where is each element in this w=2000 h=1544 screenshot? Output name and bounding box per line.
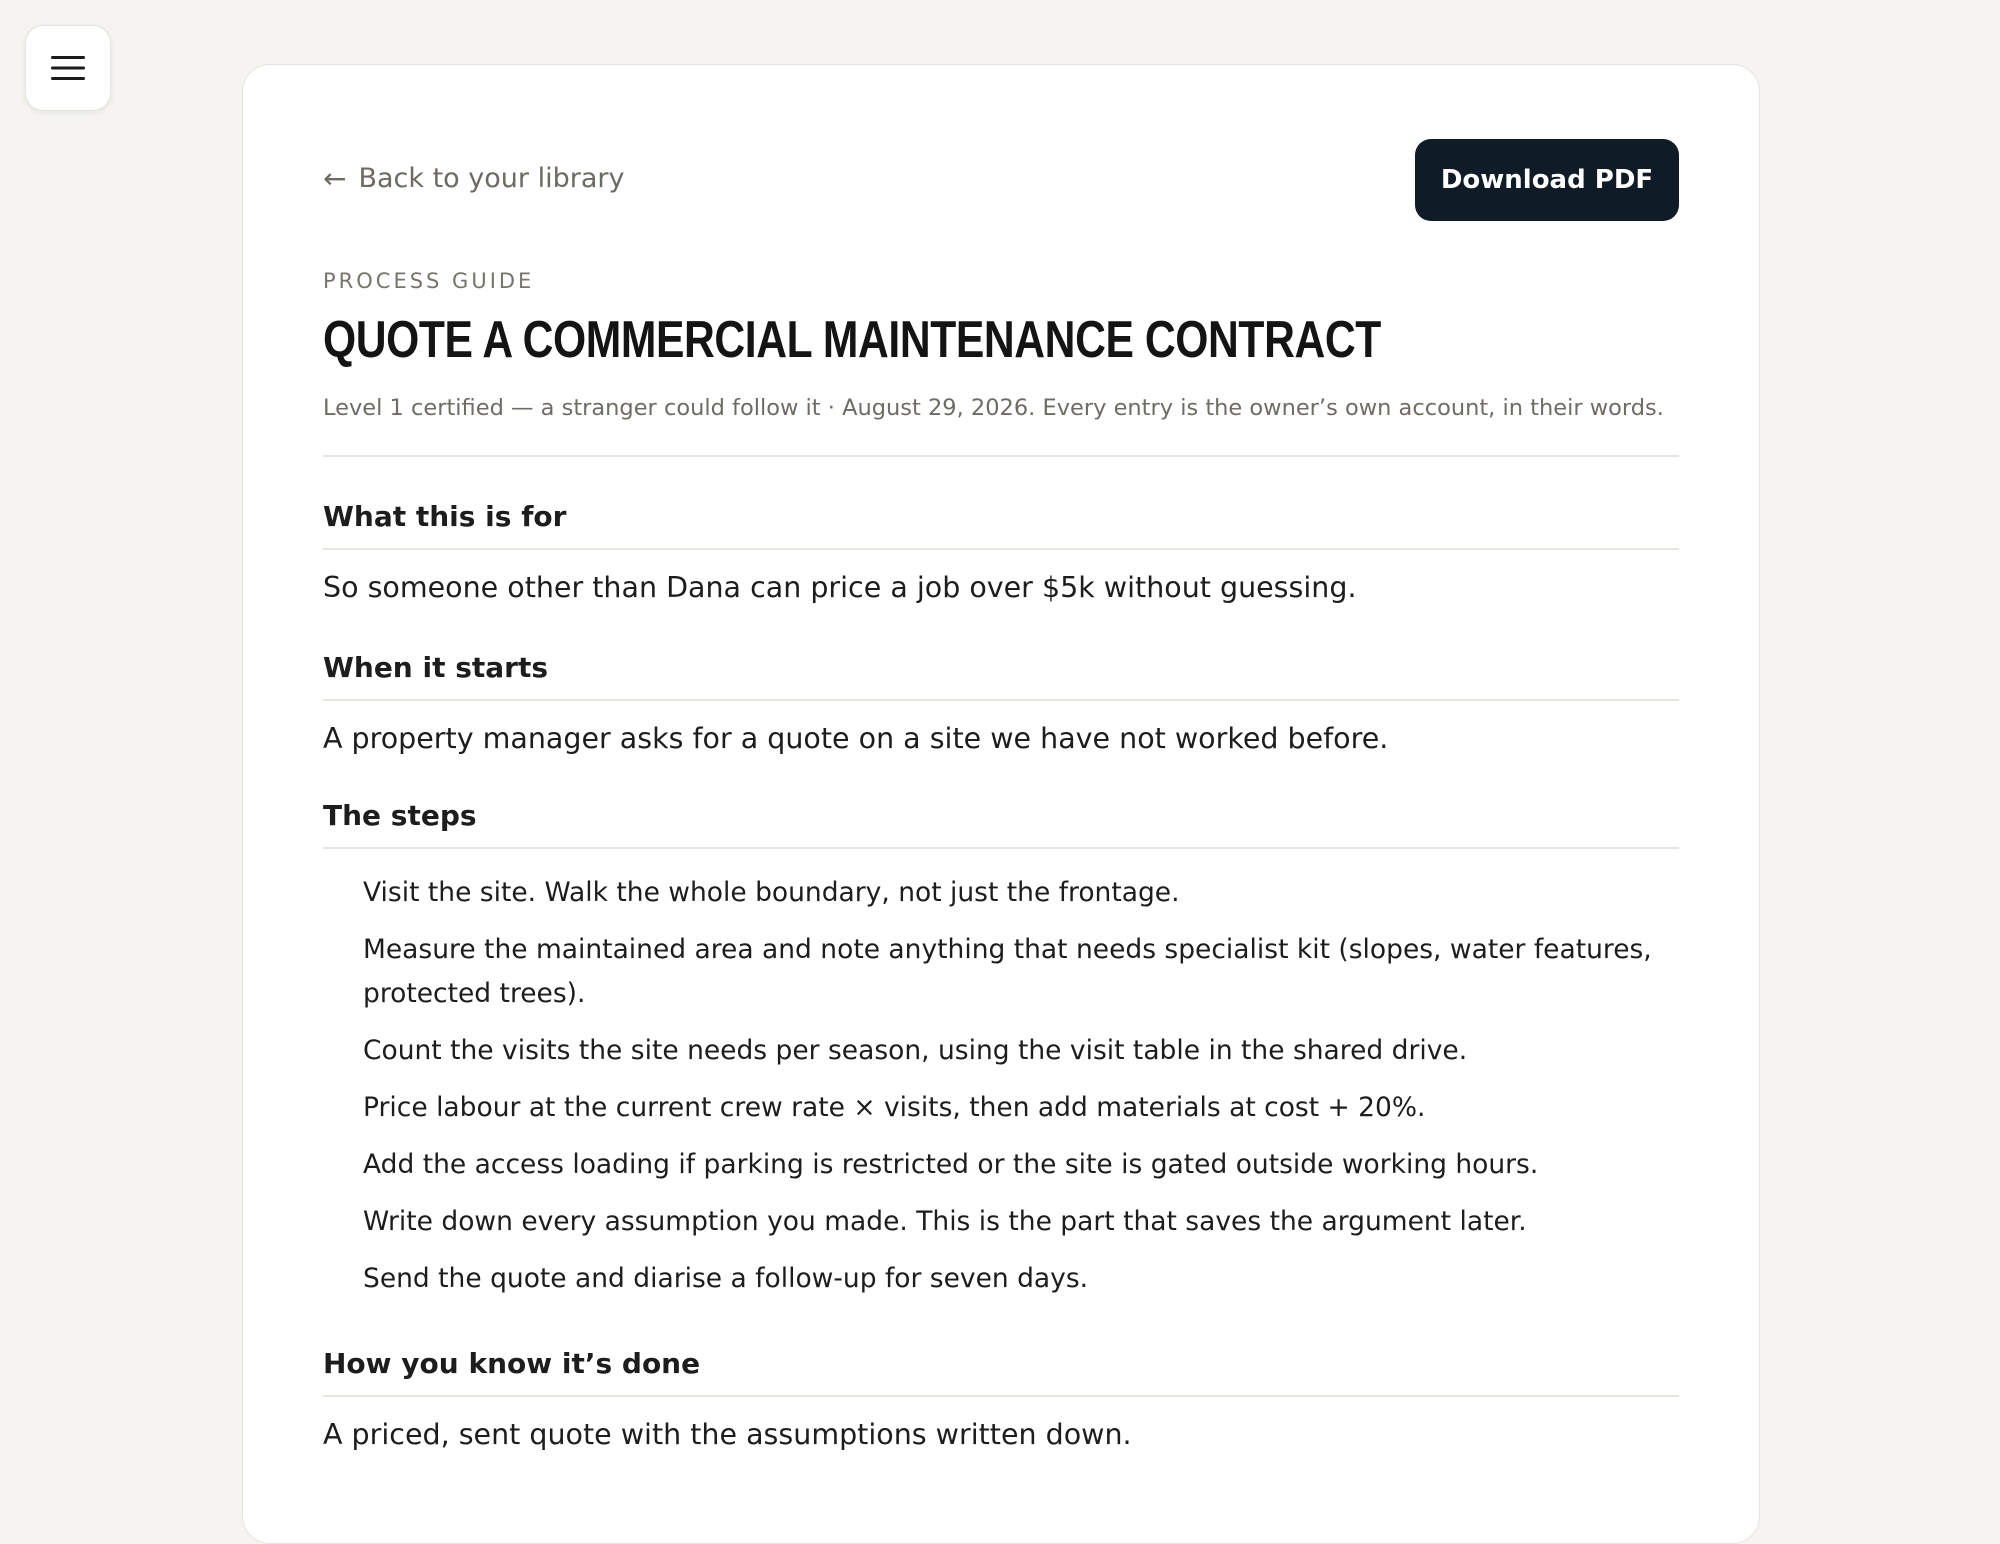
back-to-library-link[interactable]: [323, 162, 624, 195]
step-item: Measure the maintained area and note anything that needs specialist kit (slopes, water features, protected trees).: [363, 934, 1652, 1009]
section-text: A property manager asks for a quote on a site we have not worked before.: [323, 722, 1389, 755]
back-link-label: Back to your library: [358, 162, 625, 194]
section-steps: [323, 759, 1679, 1301]
guide-subtitle: Level 1 certified — a stranger could follow it · August 29, 2026. Every entry is the owner’s own account, in their words.: [323, 395, 1679, 457]
download-pdf-button[interactable]: Download PDF: [1415, 139, 1679, 221]
arrow-left-icon: ←: [323, 161, 347, 195]
step-item: Visit the site. Walk the whole boundary, not just the frontage.: [363, 877, 1180, 908]
section-heading: The steps: [323, 759, 1679, 849]
section-trigger: [323, 608, 1679, 759]
step-item: Send the quote and diarise a follow-up for seven days.: [363, 1263, 1089, 1294]
section-heading: When it starts: [323, 608, 1679, 701]
section-heading: How you know it’s done: [323, 1301, 1679, 1397]
hamburger-menu-icon: [51, 54, 85, 82]
section-done: [323, 1301, 1679, 1455]
guide-eyebrow: PROCESS GUIDE: [323, 269, 535, 293]
menu-button[interactable]: [25, 25, 111, 111]
step-item: Price labour at the current crew rate × visits, then add materials at cost + 20%.: [363, 1092, 1426, 1123]
step-item: Add the access loading if parking is restricted or the site is gated outside working hours.: [363, 1149, 1539, 1180]
section-purpose: [323, 457, 1679, 608]
guide-card: [242, 64, 1760, 1544]
section-heading: What this is for: [323, 457, 1679, 550]
step-item: Count the visits the site needs per season, using the visit table in the shared drive.: [363, 1035, 1468, 1066]
section-text: So someone other than Dana can price a job over $5k without guessing.: [323, 571, 1357, 604]
guide-toolbar: [323, 139, 1679, 221]
page-title: QUOTE A COMMERCIAL MAINTENANCE CONTRACT: [323, 311, 1381, 369]
step-item: Write down every assumption you made. This is the part that saves the argument later.: [363, 1206, 1527, 1237]
section-text: A priced, sent quote with the assumptions written down.: [323, 1418, 1132, 1451]
steps-list: [323, 871, 1679, 1301]
